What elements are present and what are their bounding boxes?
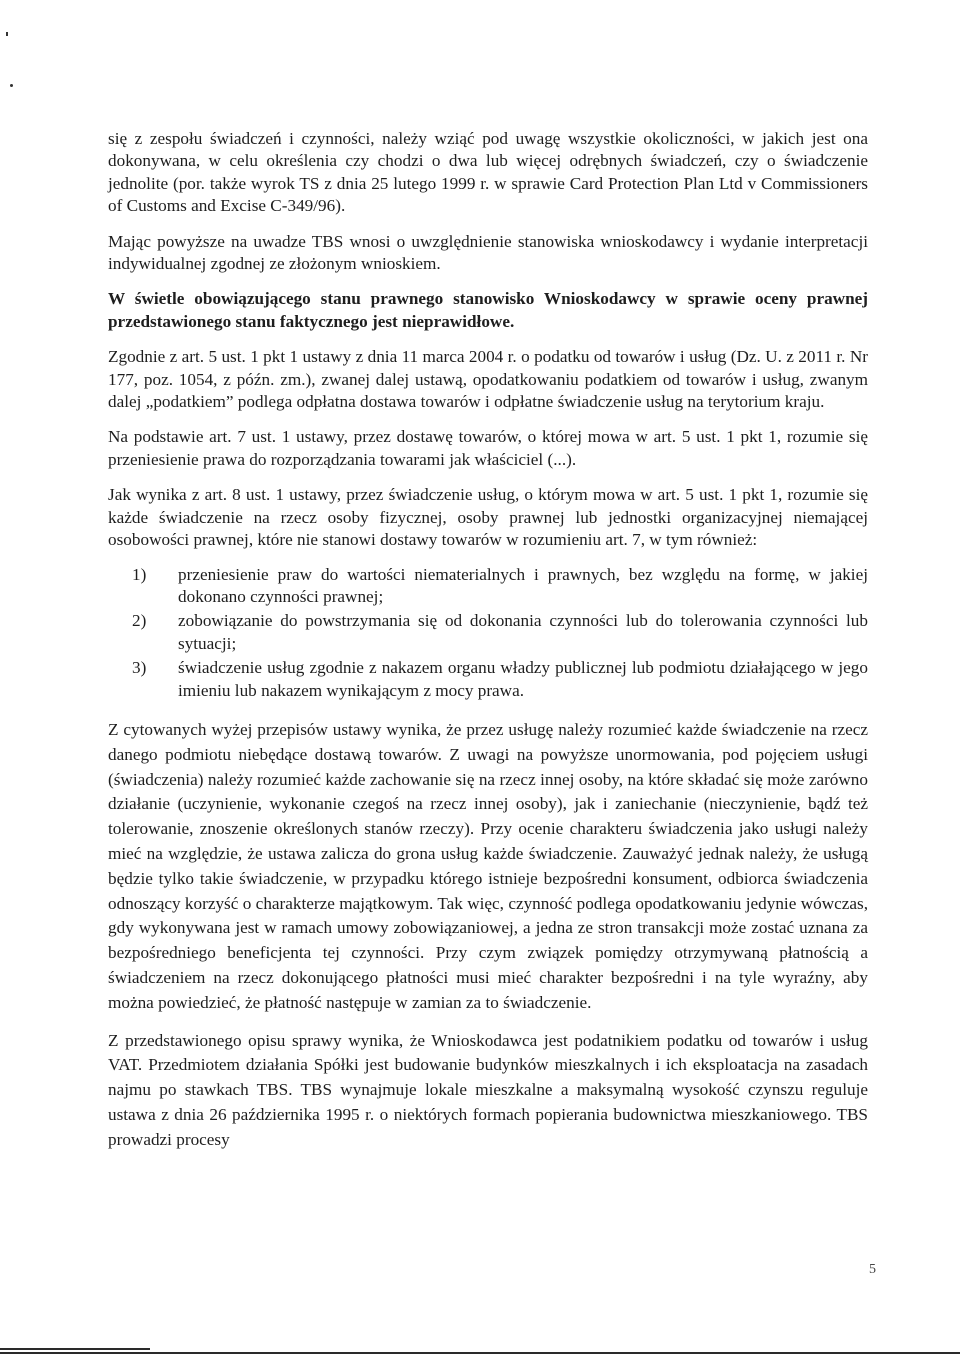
- paragraph: Mając powyższe na uwadze TBS wnosi o uwzględnienie stanowiska wnioskodawcy i wydanie interpretacji indywidualnej zgodnej ze złożonym wnioskiem.: [108, 231, 868, 274]
- paragraph: Na podstawie art. 7 ust. 1 ustawy, przez dostawę towarów, o której mowa w art. 5 ust. 1 pkt 1, rozumie się przeniesienie prawa do rozporządzania towarami jak właściciel (...).: [108, 427, 868, 469]
- list-item: [108, 610, 868, 655]
- scan-edge-line: [0, 1348, 150, 1350]
- paragraph: się z zespołu świadczeń i czynności, należy wziąć pod uwagę wszystkie okoliczności, w jakich jest ona dokonywana, w celu określenia czy chodzi o dwa lub więcej odrębnych świadczeń, czy o świadczenie jednolite (por. także wyrok TS z dnia 25 lutego 1999 r. w sprawie Card Protection Plan Ltd v Commissioners of Customs and Excise C-349/96).: [108, 129, 868, 216]
- paragraph: Z cytowanych wyżej przepisów ustawy wynika, że przez usługę należy rozumieć każde świadczenie na rzecz danego podmiotu niebędące dostawą towarów. Z uwagi na powyższe unormowania, pod pojęciem usługi (świadczenia) należy rozumieć każde zachowanie się na rzecz innej osoby, na które składać się może zarówno działanie (uczynienie, wykonanie czegoś na rzecz innej osoby), jak i zaniechanie (nieczynienie, bądź też tolerowanie, znoszenie określonych stanów rzeczy). Przy ocenie charakteru świadczenia jako usługi należy mieć na względzie, że ustawa zalicza do grona usług każde świadczenie. Zauważyć jednak należy, że usługą będzie tylko takie świadczenie, w przypadku którego istnieje bezpośredni konsument, odbiorca świadczenia odnoszący korzyść o charakterze majątkowym. Tak więc, czynność podlega opodatkowaniu jedynie wówczas, gdy wykonywana jest w ramach umowy zobowiązaniowej, a jedna ze stron transakcji może zostać uznana za bezpośredniego beneficjenta tej czynności. Przy czym związek pomiędzy otrzymywaną płatnością a świadczeniem na rzecz dokonującego płatności musi mieć charakter bezpośredni i na tyle wyraźny, aby można powiedzieć, że płatność następuje w zamian za to świadczenie.: [108, 719, 868, 1012]
- page-number: 5: [869, 1262, 876, 1277]
- paragraph: Jak wynika z art. 8 ust. 1 ustawy, przez świadczenie usług, o którym mowa w art. 5 ust. 1 pkt 1, rozumie się każde świadczenie na rzecz osoby fizycznej, osoby prawnej lub jednostki organizacyjnej niemającej osobowości prawnej, które nie stanowi dostawy towarów w rozumieniu art. 7, w tym również:: [108, 485, 868, 550]
- scan-edge-line: [0, 1352, 960, 1354]
- list-number: 1): [132, 564, 147, 584]
- scan-artifact: [10, 84, 13, 87]
- list-item: [108, 657, 868, 702]
- numbered-list: [108, 564, 868, 702]
- list-item: [108, 564, 868, 609]
- ruling-statement: W świetle obowiązującego stanu prawnego stanowisko Wnioskodawcy w sprawie oceny prawnej przedstawionego stanu faktycznego jest nieprawidłowe.: [108, 289, 868, 331]
- list-text: zobowiązanie do powstrzymania się od dokonania czynności lub do tolerowania czynności lub sytuacji;: [178, 611, 868, 653]
- list-number: 3): [132, 658, 147, 678]
- list-text: świadczenie usług zgodnie z nakazem organu władzy publicznej lub podmiotu działającego w jego imieniu lub nakazem wynikającym z mocy prawa.: [178, 658, 868, 700]
- list-number: 2): [132, 611, 147, 631]
- paragraph: Z przedstawionego opisu sprawy wynika, że Wnioskodawca jest podatnikiem podatku od towarów i usług VAT. Przedmiotem działania Spółki jest budowanie budynków mieszkalnych i ich eksploatacja na zasadach najmu po stawkach TBS. TBS wynajmuje lokale mieszkalne a maksymalną wysokość czynszu reguluje ustawa z dnia 26 października 1995 r. o niektórych formach popierania budownictwa mieszkaniowego. TBS prowadzi procesy: [108, 1030, 868, 1149]
- list-text: przeniesienie praw do wartości niematerialnych i prawnych, bez względu na formę, w jakiej dokonano czynności prawnej;: [178, 564, 868, 606]
- document-body: [108, 128, 868, 1165]
- scan-artifact: [6, 32, 8, 36]
- paragraph: Zgodnie z art. 5 ust. 1 pkt 1 ustawy z dnia 11 marca 2004 r. o podatku od towarów i usług (Dz. U. z 2011 r. Nr 177, poz. 1054, z późn. zm.), zwanej dalej ustawą, opodatkowaniu podatkiem od towarów i usług, zwanym dalej „podatkiem” podlega odpłatna dostawa towarów i odpłatne świadczenie usług na terytorium kraju.: [108, 347, 868, 412]
